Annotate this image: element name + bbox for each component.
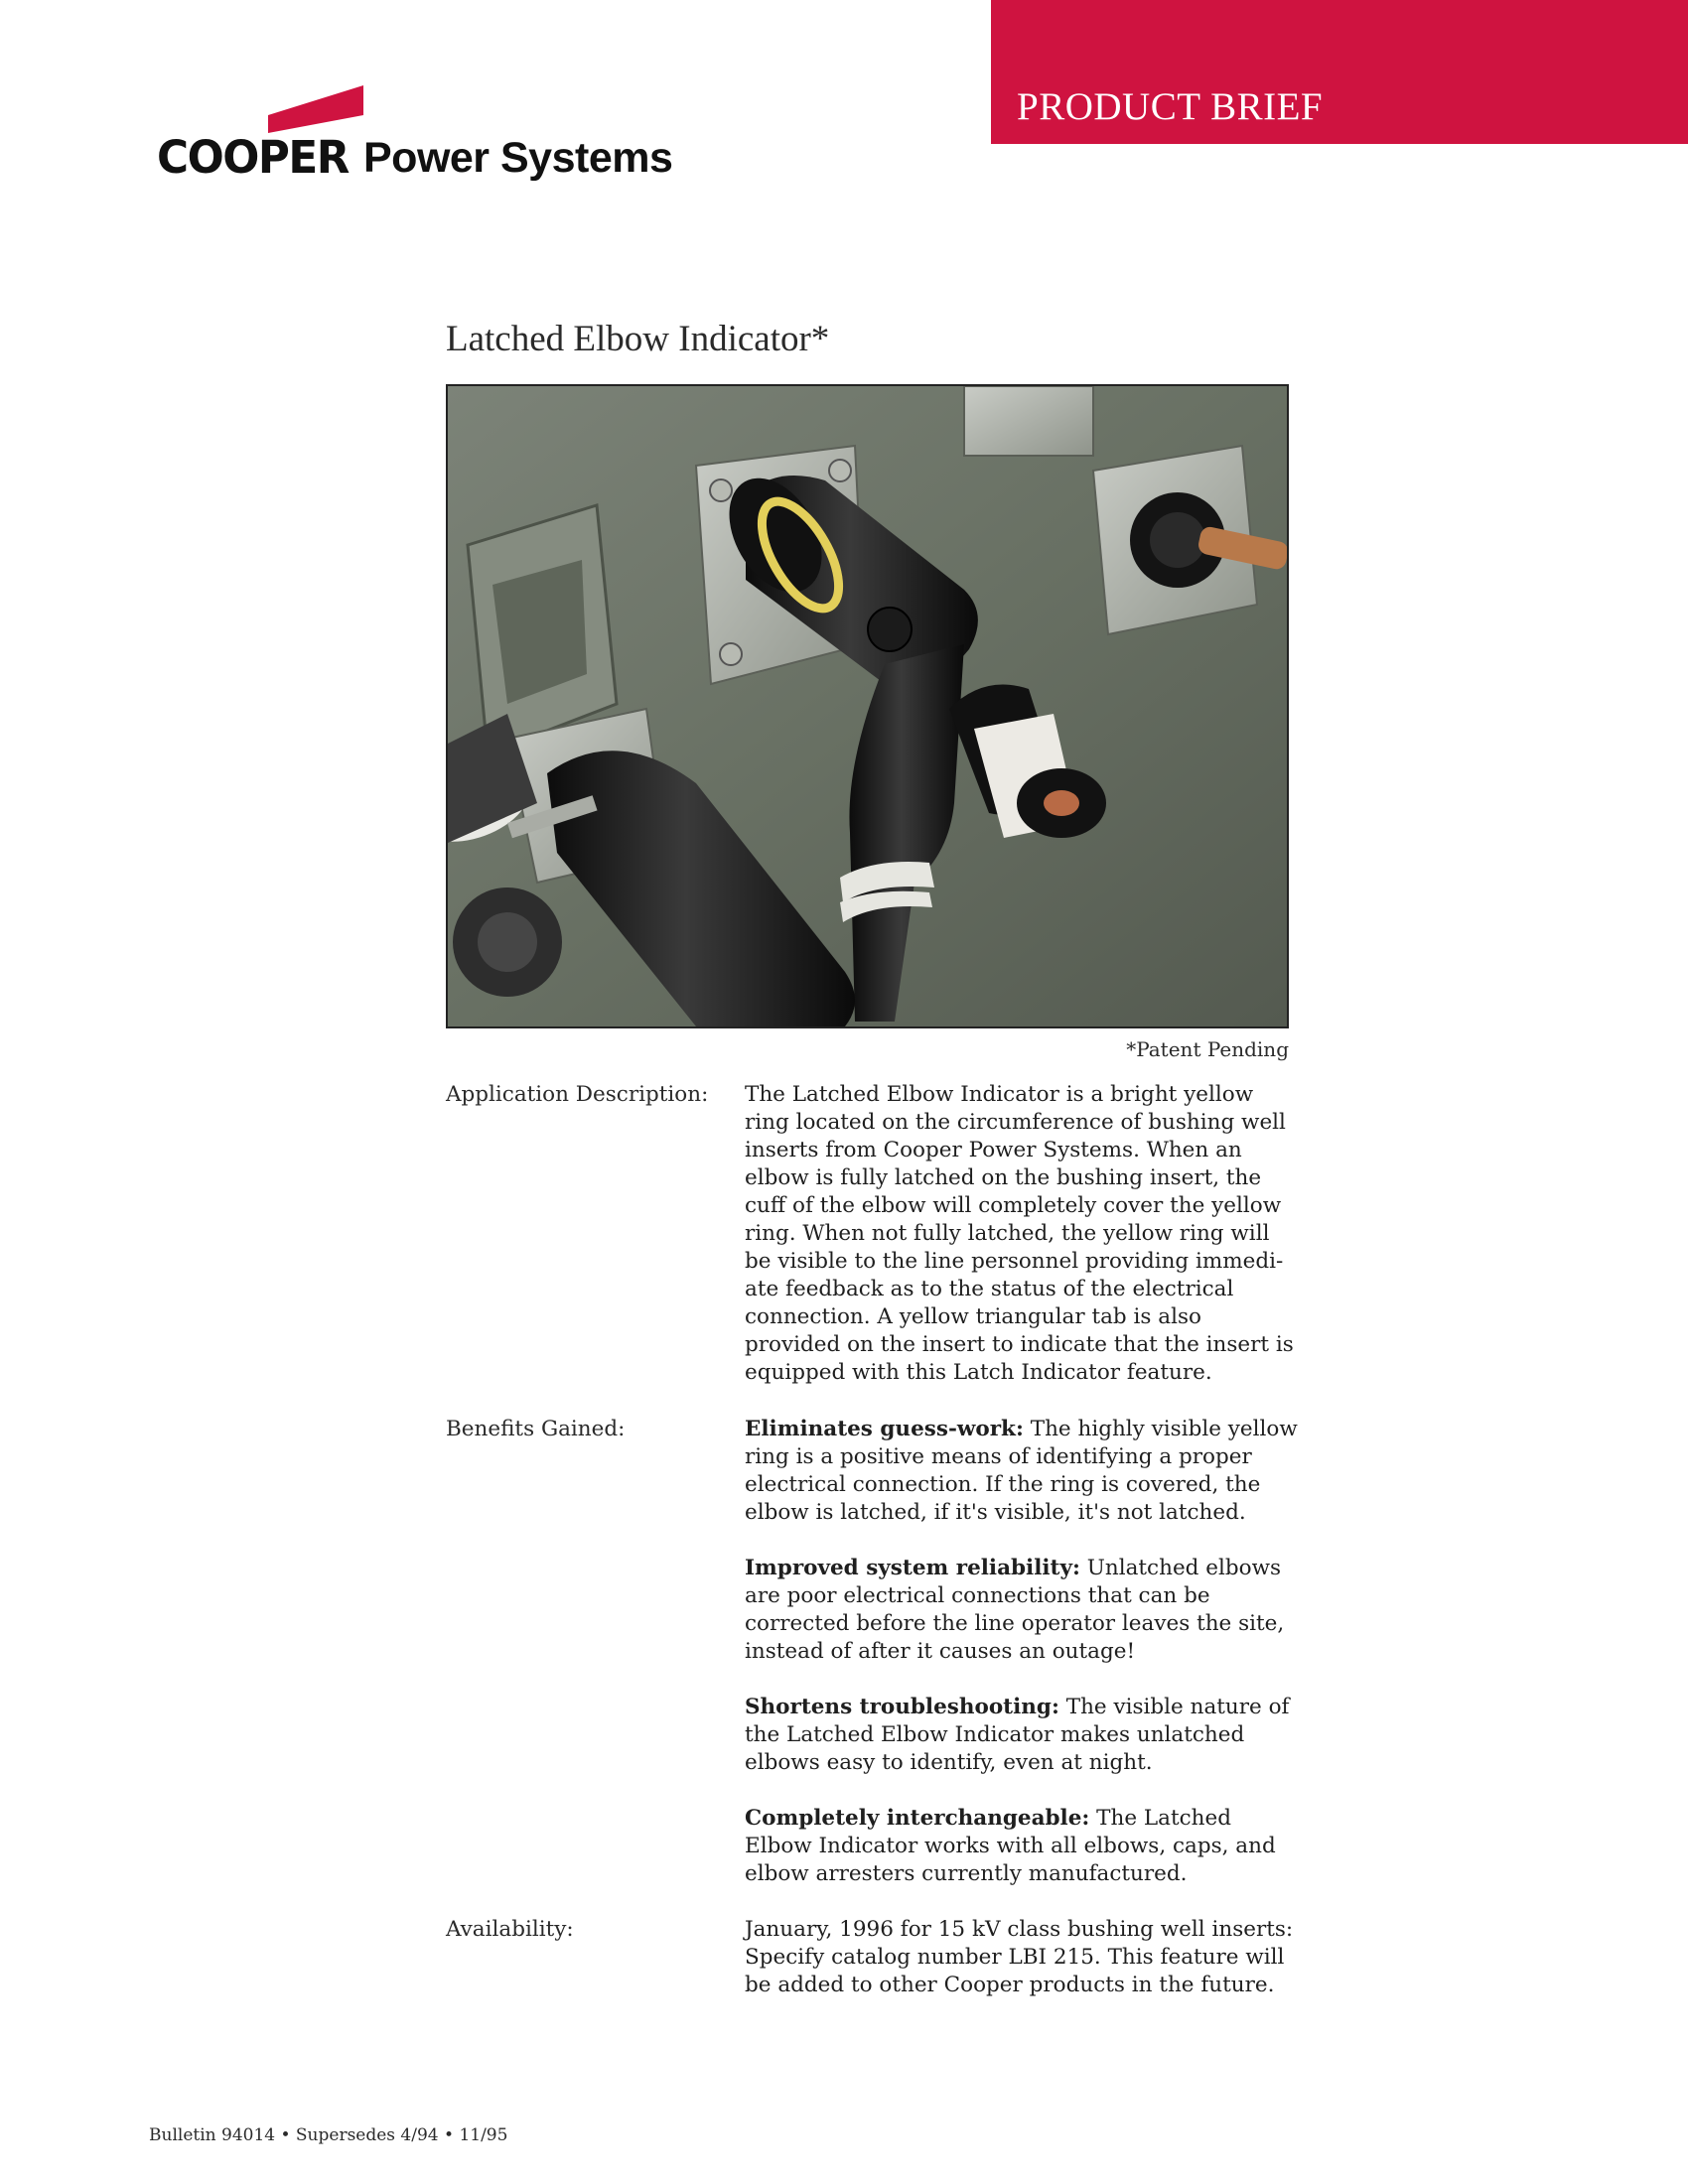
availability-paragraph: January, 1996 for 15 kV class bushing well inserts: Specify catalog number LBI 215. This feature will be added to other Cooper products in the future. [745,1917,1294,1997]
logo-wordmark: COOPER [157,131,349,184]
benefit-text: Unlatched elbows are poor electrical connections that can be corrected before the line operator leaves the site, instead of after it causes an outage! [745,1556,1285,1664]
application-text [745,1081,1301,1387]
page-title: Latched Elbow Indicator* [446,319,830,359]
product-photo [446,384,1289,1028]
banner-label: PRODUCT BRIEF [1017,85,1324,128]
logo-wedge-icon [268,85,487,133]
benefit-item [745,1416,1301,1527]
benefit-text: The visible nature of the Latched Elbow Indicator makes unlatched elbows easy to identify, even at night. [745,1695,1290,1775]
elbow-photo-illustration [448,386,1287,1026]
benefit-item [745,1694,1301,1777]
benefit-item [745,1805,1301,1888]
benefit-heading: Completely interchangeable: [745,1806,1090,1831]
benefits-label: Benefits Gained: [446,1417,626,1441]
company-logo [157,85,693,185]
patent-note: *Patent Pending [1126,1037,1289,1061]
availability-label: Availability: [446,1917,574,1942]
benefit-text: The highly visible yellow ring is a positive means of identifying a proper electrical connection. If the ring is covered, the elbow is latched, if it's visible, it's not latched. [745,1417,1298,1525]
application-label: Application Description: [446,1082,709,1107]
benefit-heading: Shortens troubleshooting: [745,1695,1059,1719]
benefit-heading: Eliminates guess-work: [745,1417,1024,1441]
benefit-item [745,1555,1301,1666]
bulletin-footer: Bulletin 94014 • Supersedes 4/94 • 11/95 [149,2125,508,2145]
logo-company-name: Power Systems [363,134,673,182]
benefit-heading: Improved system reliability: [745,1556,1080,1580]
benefit-text: The Latched Elbow Indicator works with all elbows, caps, and elbow arresters currently manufactured. [745,1806,1276,1886]
product-brief-banner [991,0,1688,144]
benefits-list [745,1416,1301,1888]
availability-text [745,1916,1301,1999]
application-paragraph: The Latched Elbow Indicator is a bright yellow ring located on the circumference of bushing well inserts from Cooper Power Systems. When an elbow is fully latched on the bushing insert, the cuff of the elbow will completely cover the yellow ring. When not fully latched, the yellow ring will be visible to the line personnel providing immedi-ate feedback as to the status of the electrical connection. A yellow triangular tab is also provided on the insert to indicate that the insert is equipped with this Latch Indicator feature. [745,1082,1294,1385]
